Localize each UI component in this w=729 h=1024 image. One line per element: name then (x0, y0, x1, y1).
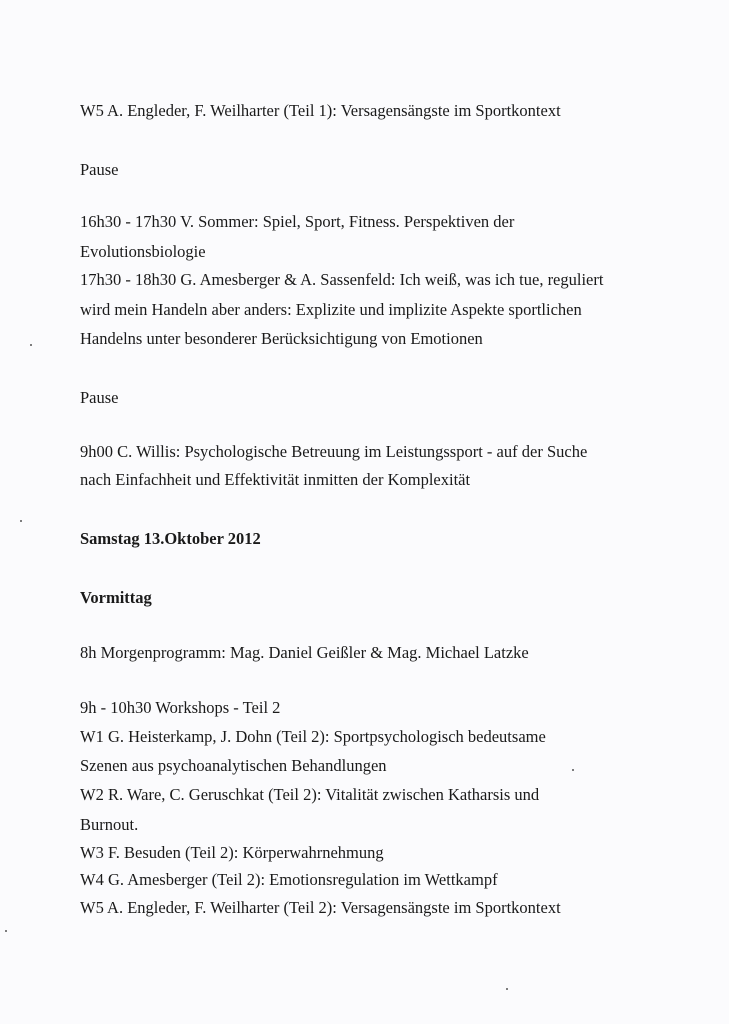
pause-label: Pause (80, 388, 119, 407)
workshop-w1-cont: Szenen aus psychoanalytischen Behandlungen (80, 756, 387, 775)
session-willis: 9h00 C. Willis: Psychologische Betreuung im Leistungssport - auf der Suche (80, 442, 588, 461)
workshop-w1: W1 G. Heisterkamp, J. Dohn (Teil 2): Sportpsychologisch bedeutsame (80, 727, 546, 746)
session-amesberger-cont2: Handelns unter besonderer Berücksichtigung von Emotionen (80, 329, 483, 348)
workshops-heading: 9h - 10h30 Workshops - Teil 2 (80, 698, 281, 717)
scan-speck (506, 988, 508, 990)
session-willis-cont: nach Einfachheit und Effektivität inmitten der Komplexität (80, 470, 471, 489)
session-sommer: 16h30 - 17h30 V. Sommer: Spiel, Sport, Fitness. Perspektiven der (80, 212, 515, 231)
scan-speck (5, 930, 7, 932)
session-amesberger: 17h30 - 18h30 G. Amesberger & A. Sassenfeld: Ich weiß, was ich tue, reguliert (80, 270, 604, 289)
session-sommer-cont: Evolutionsbiologie (80, 242, 206, 261)
scan-speck (572, 769, 574, 771)
workshop-w4: W4 G. Amesberger (Teil 2): Emotionsregulation im Wettkampf (80, 870, 498, 889)
pause-label: Pause (80, 160, 119, 179)
workshop-w3: W3 F. Besuden (Teil 2): Körperwahrnehmung (80, 843, 384, 862)
day-heading: Samstag 13.Oktober 2012 (80, 529, 261, 548)
scan-speck (30, 344, 32, 346)
morning-program: 8h Morgenprogramm: Mag. Daniel Geißler & Mag. Michael Latzke (80, 643, 529, 662)
section-heading: Vormittag (80, 588, 152, 607)
workshop-w2-cont: Burnout. (80, 815, 139, 834)
workshop-w5-part2: W5 A. Engleder, F. Weilharter (Teil 2): Versagensängste im Sportkontext (80, 898, 561, 917)
workshop-w5-part1: W5 A. Engleder, F. Weilharter (Teil 1): Versagensängste im Sportkontext (80, 101, 561, 120)
session-amesberger-cont: wird mein Handeln aber anders: Explizite und implizite Aspekte sportlichen (80, 300, 582, 319)
scan-speck (20, 520, 22, 522)
workshop-w2: W2 R. Ware, C. Geruschkat (Teil 2): Vitalität zwischen Katharsis und (80, 785, 540, 804)
